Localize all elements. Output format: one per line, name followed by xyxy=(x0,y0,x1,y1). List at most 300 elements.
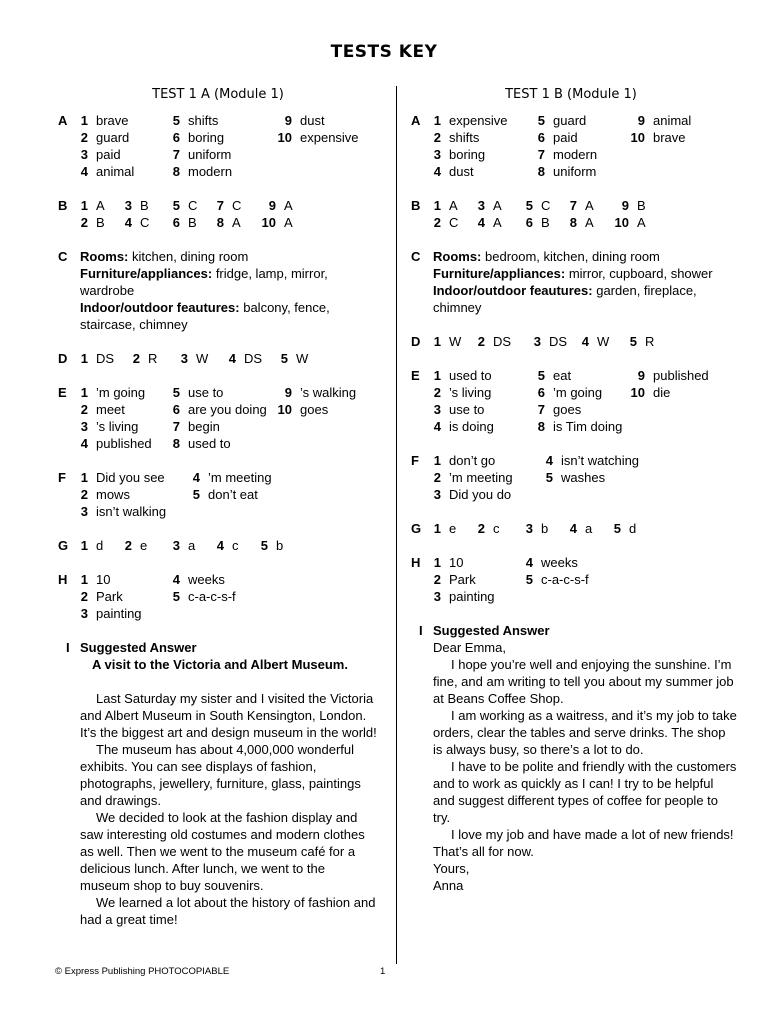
item-number: 10 xyxy=(614,215,629,230)
answer-row xyxy=(433,588,731,605)
item-answer: ’s living xyxy=(96,419,139,434)
item-number: 7 xyxy=(537,402,545,417)
item-number: 2 xyxy=(124,538,132,553)
answer-item xyxy=(208,197,241,214)
item-number: 9 xyxy=(637,113,645,128)
answer-item xyxy=(72,435,152,452)
item-number: 2 xyxy=(132,351,140,366)
item-number: 8 xyxy=(172,436,180,451)
section-letter: E xyxy=(411,368,420,383)
furniture-answer: fridge, lamp, mirror, wardrobe xyxy=(80,266,328,298)
answer-item xyxy=(276,129,359,146)
item-number: 7 xyxy=(537,147,545,162)
answer-item xyxy=(469,214,502,231)
section-f-answers xyxy=(433,452,731,503)
answer-item xyxy=(276,401,328,418)
section-letter: I xyxy=(419,623,423,638)
answer-item xyxy=(72,418,138,435)
item-answer: weeks xyxy=(541,555,578,570)
section-b-answers xyxy=(433,197,731,231)
item-answer: boring xyxy=(449,147,486,162)
answer-item xyxy=(72,588,123,605)
item-answer: A xyxy=(232,215,241,230)
item-number: 4 xyxy=(433,419,441,434)
item-number: 6 xyxy=(525,215,533,230)
section-g-answers xyxy=(80,537,378,554)
answer-item xyxy=(72,486,130,503)
answer-item xyxy=(164,588,236,605)
item-answer: B xyxy=(188,215,197,230)
answer-item xyxy=(164,146,231,163)
answer-row xyxy=(80,435,378,452)
item-number: 8 xyxy=(537,419,545,434)
item-answer: shifts xyxy=(449,130,480,145)
item-answer: e xyxy=(449,521,457,536)
answer-item xyxy=(184,486,258,503)
item-number: 6 xyxy=(537,130,545,145)
item-number: 3 xyxy=(477,198,485,213)
item-answer: b xyxy=(541,521,549,536)
item-answer: B xyxy=(140,198,149,213)
answer-row xyxy=(80,401,378,418)
furniture-label: Furniture/appliances: xyxy=(433,266,566,281)
answer-row xyxy=(80,112,378,129)
answer-item xyxy=(252,537,283,554)
test-1a-heading: TEST 1 A (Module 1) xyxy=(152,87,284,102)
section-letter: A xyxy=(58,113,68,128)
item-answer: animal xyxy=(653,113,692,128)
item-number: 5 xyxy=(525,198,533,213)
answer-row xyxy=(80,503,378,520)
item-answer: paid xyxy=(96,147,121,162)
section-d xyxy=(411,333,731,350)
item-answer: A xyxy=(493,198,502,213)
item-number: 2 xyxy=(80,215,88,230)
item-answer: 10 xyxy=(96,572,111,587)
item-answer: meet xyxy=(96,402,125,417)
item-answer: uniform xyxy=(553,164,597,179)
item-answer: dust xyxy=(449,164,474,179)
item-answer: C xyxy=(188,198,198,213)
letter-paragraph: I have to be polite and friendly with the customers and to work as quickly as I can! I try to be helpful and suggest different types of coffee for people to try. xyxy=(433,759,737,825)
item-number: 4 xyxy=(216,538,224,553)
item-number: 10 xyxy=(261,215,276,230)
item-number: 8 xyxy=(172,164,180,179)
item-number: 3 xyxy=(80,606,88,621)
item-answer: mows xyxy=(96,487,130,502)
item-number: 2 xyxy=(477,521,485,536)
item-number: 10 xyxy=(630,385,645,400)
item-number: 7 xyxy=(172,419,180,434)
answer-row xyxy=(80,486,378,503)
answer-item xyxy=(208,537,239,554)
item-answer: die xyxy=(653,385,671,400)
rooms-label: Rooms: xyxy=(433,249,482,264)
answer-item xyxy=(164,571,225,588)
answer-item xyxy=(425,367,492,384)
answer-item xyxy=(184,469,272,486)
section-a xyxy=(58,112,378,180)
item-answer: are you doing xyxy=(188,402,267,417)
item-number: 8 xyxy=(216,215,224,230)
answer-row xyxy=(433,384,731,401)
essay-paragraph: Last Saturday my sister and I visited the Victoria and Albert Museum in South Kensington, London. It’s the biggest art and design museum in the world! xyxy=(80,691,377,740)
answer-item xyxy=(276,112,325,129)
item-answer: boring xyxy=(188,130,225,145)
item-number: 9 xyxy=(268,198,276,213)
item-number: 1 xyxy=(80,351,88,366)
answer-row xyxy=(80,571,378,588)
answer-item xyxy=(425,333,461,350)
item-answer: uniform xyxy=(188,147,232,162)
answer-item xyxy=(621,333,654,350)
item-answer: ’m meeting xyxy=(208,470,272,485)
letter-paragraph: I love my job and have made a lot of new friends! xyxy=(451,827,734,842)
item-answer: ’m going xyxy=(553,385,603,400)
item-number: 3 xyxy=(525,521,533,536)
item-number: 5 xyxy=(172,198,180,213)
item-number: 2 xyxy=(433,470,441,485)
item-answer: used to xyxy=(188,436,231,451)
section-c-answers xyxy=(433,248,723,316)
item-answer: Park xyxy=(449,572,476,587)
answer-item xyxy=(425,520,456,537)
item-answer: ’s living xyxy=(449,385,492,400)
answer-item xyxy=(425,486,511,503)
answer-item xyxy=(537,469,605,486)
essay-paragraph: We decided to look at the fashion display and saw interesting old costumes and modern clothes as well. Then we went to the museum café for a delicious lunch. After lunch, we went to the museum shop to buy souvenirs. xyxy=(80,810,365,893)
answer-item xyxy=(72,350,114,367)
section-h-answers xyxy=(433,554,731,605)
item-answer: c-a-c-s-f xyxy=(541,572,589,587)
item-answer: modern xyxy=(188,164,233,179)
section-letter: G xyxy=(411,521,422,536)
answer-item xyxy=(469,333,511,350)
section-h xyxy=(411,554,731,605)
item-number: 5 xyxy=(280,351,288,366)
section-letter: D xyxy=(411,334,421,349)
answer-item xyxy=(425,146,485,163)
item-number: 3 xyxy=(180,351,188,366)
item-number: 6 xyxy=(172,215,180,230)
answer-item xyxy=(72,129,129,146)
answer-item xyxy=(525,333,567,350)
item-number: 1 xyxy=(80,198,88,213)
features-label: Indoor/outdoor feautures: xyxy=(80,300,240,315)
item-answer: W xyxy=(597,334,610,349)
section-e xyxy=(58,384,378,452)
item-number: 4 xyxy=(477,215,485,230)
answer-item xyxy=(164,401,267,418)
item-number: 9 xyxy=(621,198,629,213)
item-answer: C xyxy=(140,215,150,230)
answer-item xyxy=(164,163,232,180)
section-a-answers xyxy=(80,112,378,180)
answer-item xyxy=(164,112,218,129)
answer-item xyxy=(561,520,592,537)
answer-row xyxy=(433,418,731,435)
answer-item xyxy=(529,146,597,163)
answer-item xyxy=(529,112,586,129)
item-number: 2 xyxy=(433,130,441,145)
answer-item xyxy=(164,435,231,452)
item-number: 5 xyxy=(260,538,268,553)
test-1b-column xyxy=(411,86,737,911)
rooms-answer: kitchen, dining room xyxy=(128,249,249,264)
section-b xyxy=(58,197,378,231)
letter-signature: Anna xyxy=(433,878,464,893)
item-number: 3 xyxy=(433,402,441,417)
item-number: 9 xyxy=(284,385,292,400)
answer-item xyxy=(425,469,513,486)
item-answer: B xyxy=(541,215,550,230)
answer-item xyxy=(272,350,308,367)
item-answer: d xyxy=(96,538,104,553)
answer-item xyxy=(72,214,105,231)
answer-item xyxy=(164,384,223,401)
letter-paragraph: I am working as a waitress, and it’s my job to take orders, clear the tables and serve drinks. The shop is always busy, so there’s a lot to do. xyxy=(433,708,737,757)
item-answer: weeks xyxy=(188,572,225,587)
item-number: 1 xyxy=(433,334,441,349)
item-answer: ’m going xyxy=(96,385,146,400)
answer-item xyxy=(425,418,494,435)
item-number: 4 xyxy=(545,453,553,468)
item-number: 5 xyxy=(172,589,180,604)
answer-item xyxy=(469,197,502,214)
item-answer: A xyxy=(585,198,594,213)
answer-item xyxy=(529,163,596,180)
answer-row xyxy=(433,163,731,180)
answer-item xyxy=(72,401,125,418)
answer-item xyxy=(72,384,145,401)
item-number: 1 xyxy=(433,368,441,383)
section-d-answers xyxy=(80,350,378,367)
furniture-label: Furniture/appliances: xyxy=(80,266,213,281)
section-i xyxy=(58,639,378,928)
item-answer: isn’t walking xyxy=(96,504,167,519)
answer-item xyxy=(529,418,622,435)
answer-item xyxy=(72,571,110,588)
item-number: 4 xyxy=(124,215,132,230)
letter-paragraph: I hope you’re well and enjoying the sunshine. I’m fine, and am writing to tell you about my summer job at Beans Coffee Shop. xyxy=(433,657,734,706)
section-g xyxy=(58,537,378,554)
item-answer: a xyxy=(585,521,593,536)
item-answer: painting xyxy=(449,589,495,604)
answer-row xyxy=(433,333,731,350)
column-divider xyxy=(396,86,397,964)
section-letter: F xyxy=(58,470,66,485)
item-number: 5 xyxy=(629,334,637,349)
item-number: 5 xyxy=(613,521,621,536)
answer-item xyxy=(517,520,548,537)
section-b-answers xyxy=(80,197,378,231)
section-letter: H xyxy=(58,572,68,587)
section-b xyxy=(411,197,731,231)
section-g-answers xyxy=(433,520,731,537)
item-answer: begin xyxy=(188,419,220,434)
item-number: 4 xyxy=(581,334,589,349)
section-h-answers xyxy=(80,571,378,622)
item-answer: Did you see xyxy=(96,470,165,485)
answer-row xyxy=(80,163,378,180)
section-letter: H xyxy=(411,555,421,570)
answer-item xyxy=(605,520,636,537)
item-answer: A xyxy=(493,215,502,230)
item-answer: R xyxy=(148,351,158,366)
section-i-essay xyxy=(80,639,378,928)
essay-paragraph: We learned a lot about the history of fashion and had a great time! xyxy=(80,895,376,927)
item-answer: c xyxy=(493,521,500,536)
section-letter: B xyxy=(411,198,421,213)
answer-item xyxy=(72,197,105,214)
item-number: 1 xyxy=(433,113,441,128)
answer-item xyxy=(220,350,262,367)
item-number: 3 xyxy=(80,147,88,162)
item-answer: published xyxy=(653,368,709,383)
answer-item xyxy=(425,214,458,231)
section-letter: G xyxy=(58,538,69,553)
item-answer: guard xyxy=(553,113,587,128)
item-answer: B xyxy=(96,215,105,230)
item-number: 2 xyxy=(80,487,88,502)
furniture-answer: mirror, cupboard, shower xyxy=(565,266,713,281)
item-number: 8 xyxy=(569,215,577,230)
answer-item xyxy=(124,350,157,367)
item-number: 5 xyxy=(537,368,545,383)
item-answer: A xyxy=(637,215,646,230)
answer-row xyxy=(80,197,378,214)
answer-item xyxy=(276,384,356,401)
section-d xyxy=(58,350,378,367)
page-title: TESTS KEY xyxy=(330,42,438,62)
section-h xyxy=(58,571,378,622)
item-number: 9 xyxy=(637,368,645,383)
item-number: 1 xyxy=(80,538,88,553)
answer-item xyxy=(425,571,476,588)
answer-item xyxy=(260,197,293,214)
section-a-answers xyxy=(433,112,731,180)
answer-item xyxy=(425,588,495,605)
answer-item xyxy=(72,605,142,622)
item-answer: expensive xyxy=(300,130,359,145)
answer-item xyxy=(72,469,165,486)
item-answer: shifts xyxy=(188,113,219,128)
answer-item xyxy=(164,129,224,146)
answer-item xyxy=(72,503,166,520)
item-answer: washes xyxy=(561,470,606,485)
item-answer: d xyxy=(629,521,637,536)
item-number: 2 xyxy=(433,385,441,400)
item-answer: animal xyxy=(96,164,135,179)
item-number: 7 xyxy=(172,147,180,162)
item-number: 1 xyxy=(80,113,88,128)
item-answer: Did you do xyxy=(449,487,512,502)
section-i-letter xyxy=(433,622,738,894)
answer-item xyxy=(72,112,129,129)
answer-item xyxy=(425,197,458,214)
section-c xyxy=(411,248,731,316)
answer-item xyxy=(561,197,594,214)
item-number: 1 xyxy=(80,470,88,485)
item-number: 2 xyxy=(80,402,88,417)
answer-row xyxy=(433,554,731,571)
answer-item xyxy=(469,520,500,537)
answer-item xyxy=(529,129,578,146)
answer-item xyxy=(613,214,646,231)
answer-item xyxy=(164,537,195,554)
item-answer: e xyxy=(140,538,148,553)
section-letter: C xyxy=(411,249,421,264)
item-answer: W xyxy=(196,351,209,366)
section-d-answers xyxy=(433,333,731,350)
item-answer: use to xyxy=(188,385,224,400)
answer-item xyxy=(561,214,594,231)
item-answer: Park xyxy=(96,589,123,604)
item-number: 4 xyxy=(80,164,88,179)
item-answer: brave xyxy=(653,130,686,145)
letter-signoff: Yours, xyxy=(433,861,470,876)
answer-item xyxy=(629,112,691,129)
item-answer: C xyxy=(449,215,459,230)
section-letter: I xyxy=(66,640,70,655)
section-letter: B xyxy=(58,198,68,213)
item-answer: c xyxy=(232,538,239,553)
item-answer: A xyxy=(284,215,293,230)
item-number: 4 xyxy=(80,436,88,451)
letter-greeting: Dear Emma, xyxy=(433,640,506,655)
item-number: 5 xyxy=(545,470,553,485)
item-answer: c-a-c-s-f xyxy=(188,589,236,604)
item-answer: don’t go xyxy=(449,453,496,468)
item-number: 2 xyxy=(80,589,88,604)
item-answer: A xyxy=(284,198,293,213)
item-number: 8 xyxy=(537,164,545,179)
item-number: 6 xyxy=(537,385,545,400)
item-answer: 10 xyxy=(449,555,464,570)
answer-item xyxy=(425,163,474,180)
answer-item xyxy=(529,384,602,401)
section-letter: E xyxy=(58,385,67,400)
item-answer: don’t eat xyxy=(208,487,258,502)
test-1a-column xyxy=(58,86,378,945)
item-number: 4 xyxy=(525,555,533,570)
item-number: 3 xyxy=(124,198,132,213)
item-answer: use to xyxy=(449,402,485,417)
answer-item xyxy=(72,537,103,554)
answer-row xyxy=(433,146,731,163)
answer-row xyxy=(433,401,731,418)
answer-row xyxy=(433,129,731,146)
section-letter: A xyxy=(411,113,421,128)
answer-row xyxy=(80,146,378,163)
answer-item xyxy=(164,214,197,231)
item-answer: B xyxy=(637,198,646,213)
item-number: 10 xyxy=(277,130,292,145)
answer-item xyxy=(425,452,495,469)
item-number: 2 xyxy=(433,215,441,230)
item-answer: R xyxy=(645,334,655,349)
item-answer: A xyxy=(585,215,594,230)
answer-row xyxy=(80,418,378,435)
item-number: 5 xyxy=(172,113,180,128)
answer-item xyxy=(537,452,639,469)
answer-item xyxy=(164,197,197,214)
item-answer: painting xyxy=(96,606,142,621)
item-number: 4 xyxy=(172,572,180,587)
item-answer: guard xyxy=(96,130,130,145)
item-number: 3 xyxy=(172,538,180,553)
essay-paragraph: The museum has about 4,000,000 wonderful exhibits. You can see displays of fashion, photographs, jewellery, furniture, glass, paintings and drawings. xyxy=(80,742,361,808)
